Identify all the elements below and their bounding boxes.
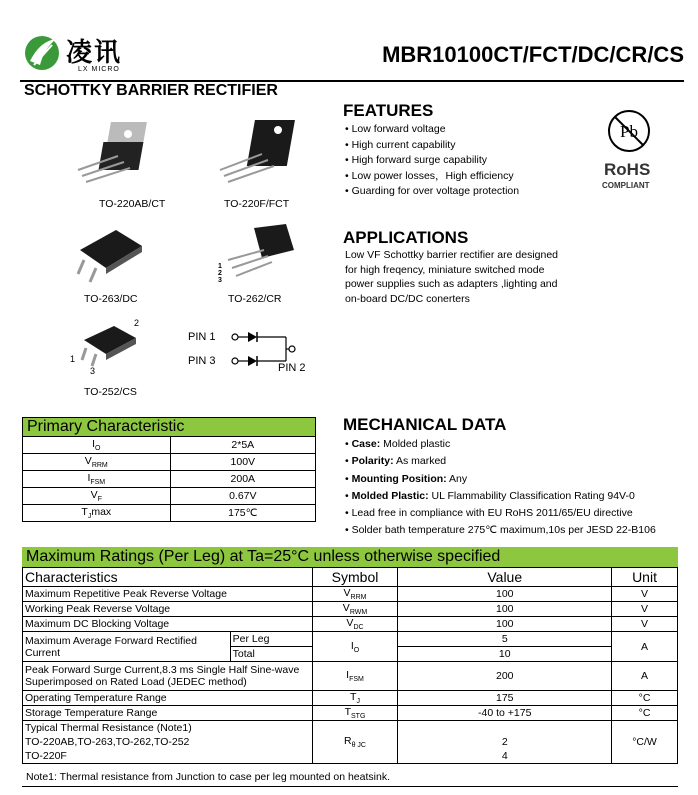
package-label: TO-220AB/CT (99, 198, 166, 210)
pb-text: Pb (620, 122, 638, 141)
package-label: TO-220F/FCT (224, 198, 290, 210)
feature-item: • Low forward voltage (345, 122, 519, 138)
table-row: $V_F$ 0.67V (23, 488, 316, 505)
pin1-label: PIN 1 (188, 331, 216, 343)
feature-item: • High forward surge capability (345, 153, 519, 169)
rohs-label: RoHS (604, 160, 651, 179)
package-pin-number: 1 (70, 354, 76, 364)
table-header-row: Characteristics Symbol Value Unit (23, 568, 678, 587)
feature-item: • Low power losses，High efficiency (345, 169, 519, 185)
feature-item: • Guarding for over voltage protection (345, 184, 519, 200)
package-label: TO-263/DC (84, 293, 138, 305)
mechanical-item: • Mounting Position: Any (345, 471, 656, 488)
footnote: Note1: Thermal resistance from Junction to case per leg mounted on heatsink. (26, 771, 390, 783)
table-row: Working Peak Reverse Voltage $V_{RWM}$ 100 V (23, 602, 678, 617)
package-pin-numbers: 1 2 3 (218, 263, 222, 284)
package-pin-number: 3 (90, 366, 96, 376)
primary-title: Primary Characteristic (23, 418, 316, 437)
table-row: $V_{RRM}$ 100V (23, 454, 316, 471)
feature-item: • High current capability (345, 138, 519, 154)
package-to263-image (70, 222, 150, 286)
package-pin-number: 2 (134, 318, 140, 328)
package-label: TO-262/CR (228, 293, 282, 305)
table-row: Maximum DC Blocking Voltage $V_{DC}$ 100 V (23, 617, 678, 632)
mechanical-item: • Lead free in compliance with EU RoHS 2011/65/EU directive (345, 505, 656, 522)
logo-chinese-text: 凌讯 (66, 38, 123, 68)
max-ratings-title: Maximum Ratings (Per Leg) at Ta=25°C unless otherwise specified (22, 547, 678, 567)
pb-free-icon (606, 108, 652, 154)
package-to220ab-image (68, 116, 168, 196)
mechanical-list (345, 436, 656, 540)
applications-title: APPLICATIONS (343, 228, 469, 247)
pin3-label: PIN 3 (188, 355, 216, 367)
table-row: Peak Forward Surge Current,8.3 ms Single Half Sine-wave Superimposed on Rated Load (JEDEC method) $I_{FSM}$ 200 A (23, 662, 678, 691)
table-row: Maximum Repetitive Peak Reverse Voltage $V_{RRM}$ 100 V (23, 587, 678, 602)
table-row: $I_O$ 2*5A (23, 437, 316, 454)
mechanical-item: • Polarity: As marked (345, 453, 656, 470)
logo-english-text: LX MICRO (78, 66, 120, 73)
footnote-divider (22, 786, 678, 787)
table-row: Total 10 (23, 647, 678, 662)
diode-schematic (230, 326, 300, 370)
package-label: TO-252/CS (84, 386, 137, 398)
rohs-compliant: COMPLIANT (602, 181, 650, 190)
package-to220f-image (210, 114, 310, 194)
table-row: $I_{FSM}$ 200A (23, 471, 316, 488)
mechanical-item: • Case: Molded plastic (345, 436, 656, 453)
table-row: Typical Thermal Resistance (Note1) TO-220AB,TO-263,TO-262,TO-252 TO-220F $R_{\theta JC}$ 2 4 °C/W (23, 721, 678, 764)
applications-text: Low VF Schottky barrier rectifier are designed for high freqency, miniature switched mode power supplies such as adapters ,lighting and on-board DC/DC conerters (345, 249, 559, 305)
part-number-title: MBR10100CT/FCT/DC/CR/CS (382, 42, 684, 67)
package-to262-image (214, 220, 304, 290)
mechanical-item: • Molded Plastic: UL Flammability Classification Rating 94V-0 (345, 488, 656, 505)
table-row: Maximum Average Forward Rectified Current Per Leg $I_O$ 5 A (23, 632, 678, 647)
max-ratings-table (22, 567, 678, 764)
mechanical-title: MECHANICAL DATA (343, 415, 507, 434)
package-to252-image (68, 314, 152, 374)
table-row: Storage Temperature Range $T_{STG}$ -40 to +175 °C (23, 706, 678, 721)
features-title: FEATURES (343, 101, 434, 120)
table-row: Operating Temperature Range $T_J$ 175 °C (23, 691, 678, 706)
pin2-label: PIN 2 (278, 362, 306, 374)
features-list (345, 122, 519, 200)
document-title: SCHOTTKY BARRIER RECTIFIER (24, 82, 278, 99)
mechanical-item: • Solder bath temperature 275℃ maximum,10s per JESD 22-B106 (345, 522, 656, 539)
table-row: $T_J\max$ 175℃ (23, 505, 316, 522)
primary-characteristic-table (22, 417, 316, 522)
